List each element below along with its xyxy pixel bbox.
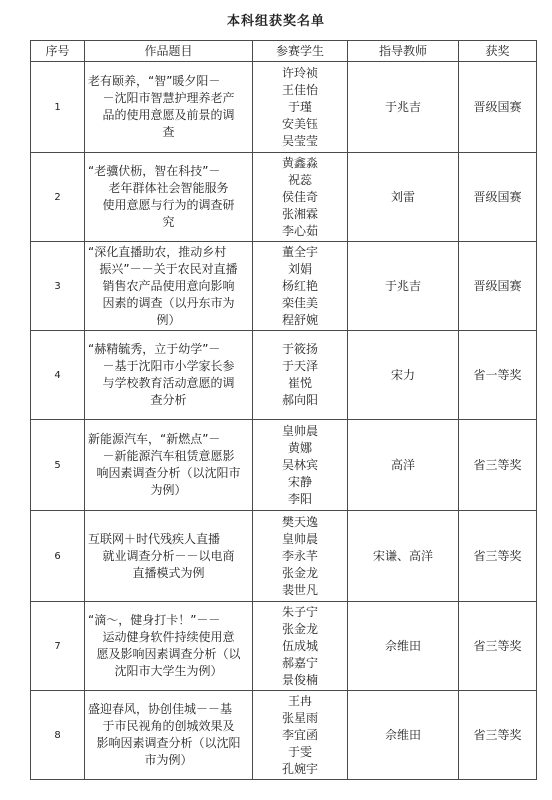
student-name: 宋静 bbox=[287, 474, 312, 489]
student-name: 张湘霖 bbox=[281, 206, 318, 221]
student-name: 吴林宾 bbox=[281, 457, 318, 472]
title-line: 究 bbox=[162, 215, 175, 229]
table-row bbox=[31, 511, 537, 602]
title-line: “赫精毓秀，立于幼学”－ bbox=[88, 342, 221, 356]
award-level: 晋级国赛 bbox=[459, 242, 537, 331]
student-name: 伍成城 bbox=[281, 638, 318, 653]
student-name: 于瑾 bbox=[287, 99, 312, 114]
student-list bbox=[253, 420, 348, 511]
title-line: 于市民视角的创城效果及 bbox=[102, 719, 235, 733]
teacher-name: 高洋 bbox=[348, 420, 459, 511]
title-line: 互联网＋时代残疾人直播 bbox=[88, 531, 221, 546]
title-line: 愿及影响因素调查分析（以 bbox=[96, 647, 241, 661]
title-line: 为例） bbox=[150, 483, 187, 497]
title-line: 查 bbox=[162, 125, 175, 139]
student-list bbox=[253, 331, 348, 420]
row-number: 3 bbox=[31, 242, 85, 331]
table-row bbox=[31, 242, 537, 331]
award-level: 省三等奖 bbox=[459, 691, 537, 780]
student-name: 张金龙 bbox=[281, 621, 318, 636]
project-title bbox=[85, 242, 253, 331]
project-title bbox=[85, 62, 253, 153]
award-table bbox=[30, 40, 537, 780]
title-line: 就业调查分析－－以电商 bbox=[102, 548, 235, 563]
student-name: 黄娜 bbox=[287, 440, 312, 455]
title-line: “滴～，健身打卡！”－－ bbox=[88, 613, 221, 627]
project-title bbox=[85, 691, 253, 780]
student-name: 董全宇 bbox=[281, 244, 318, 259]
award-level: 省三等奖 bbox=[459, 511, 537, 602]
student-name: 杨红艳 bbox=[281, 278, 318, 293]
title-line: 振兴”－－关于农民对直播 bbox=[99, 261, 238, 276]
student-name: 皇帅晨 bbox=[281, 531, 318, 546]
title-line: 沈阳市大学生为例） bbox=[114, 664, 223, 678]
student-list bbox=[253, 691, 348, 780]
row-number: 6 bbox=[31, 511, 85, 602]
title-line: 盛迎春风，协创佳城－－基 bbox=[88, 702, 233, 716]
student-name: 安美钰 bbox=[281, 116, 318, 131]
student-name: 孔婉宇 bbox=[281, 761, 318, 776]
title-line: 直播模式为例 bbox=[132, 565, 205, 580]
award-level: 省一等奖 bbox=[459, 331, 537, 420]
award-level: 晋级国赛 bbox=[459, 153, 537, 242]
student-name: 于天泽 bbox=[281, 359, 318, 373]
student-list bbox=[253, 153, 348, 242]
student-name: 于筱扬 bbox=[281, 342, 318, 356]
header-no: 序号 bbox=[31, 41, 85, 62]
student-name: 樊天逸 bbox=[281, 514, 318, 529]
award-level: 晋级国赛 bbox=[459, 62, 537, 153]
project-title bbox=[85, 420, 253, 511]
award-level: 省三等奖 bbox=[459, 420, 537, 511]
table-row bbox=[31, 420, 537, 511]
title-line: 查分析 bbox=[150, 393, 187, 407]
student-name: 皇帅晨 bbox=[281, 423, 318, 438]
teacher-name: 刘雷 bbox=[348, 153, 459, 242]
header-students: 参赛学生 bbox=[253, 41, 348, 62]
title-line: －沈阳市智慧护理养老产 bbox=[102, 91, 235, 105]
title-line: 例） bbox=[156, 312, 181, 327]
title-line: 影响因素调查分析（以沈阳 bbox=[96, 736, 241, 750]
student-name: 李阳 bbox=[287, 491, 312, 506]
award-level: 省三等奖 bbox=[459, 602, 537, 691]
row-number: 1 bbox=[31, 62, 85, 153]
student-name: 郝嘉宁 bbox=[281, 655, 318, 670]
title-line: 品的使用意愿及前景的调 bbox=[102, 108, 235, 122]
student-name: 郝向阳 bbox=[281, 393, 318, 407]
student-name: 于雯 bbox=[287, 744, 312, 759]
row-number: 7 bbox=[31, 602, 85, 691]
student-name: 刘娟 bbox=[287, 261, 312, 276]
student-name: 王冉 bbox=[287, 693, 312, 708]
student-name: 张星雨 bbox=[281, 710, 318, 725]
row-number: 8 bbox=[31, 691, 85, 780]
student-name: 李心茹 bbox=[281, 223, 318, 238]
student-name: 李宜函 bbox=[281, 727, 318, 742]
student-name: 栾佳美 bbox=[281, 295, 318, 310]
title-line: 与学校教育活动意愿的调 bbox=[102, 376, 235, 390]
project-title bbox=[85, 602, 253, 691]
teacher-name: 佘维田 bbox=[348, 691, 459, 780]
student-name: 张金龙 bbox=[281, 565, 318, 580]
title-line: “深化直播助农，推动乡村 bbox=[88, 244, 227, 259]
title-line: 新能源汽车，“新燃点”－ bbox=[88, 432, 221, 446]
table-row bbox=[31, 153, 537, 242]
title-line: 因素的调查（以丹东市为 bbox=[102, 295, 235, 310]
row-number: 2 bbox=[31, 153, 85, 242]
student-name: 景俊楠 bbox=[281, 672, 318, 687]
title-line: 老年群体社会智能服务 bbox=[108, 181, 229, 195]
header-title: 作品题目 bbox=[85, 41, 253, 62]
teacher-name: 宋谦、高洋 bbox=[348, 511, 459, 602]
teacher-name: 宋力 bbox=[348, 331, 459, 420]
student-name: 侯佳奇 bbox=[281, 189, 318, 204]
title-line: 老有颐养，“智”暖夕阳－ bbox=[88, 74, 221, 88]
title-line: 使用意愿与行为的调查研 bbox=[102, 198, 235, 212]
header-teacher: 指导教师 bbox=[348, 41, 459, 62]
header-award: 获奖 bbox=[459, 41, 537, 62]
student-name: 祝蕊 bbox=[287, 172, 312, 187]
title-line: －新能源汽车租赁意愿影 bbox=[102, 449, 235, 463]
teacher-name: 于兆吉 bbox=[348, 242, 459, 331]
teacher-name: 佘维田 bbox=[348, 602, 459, 691]
table-row bbox=[31, 691, 537, 780]
project-title bbox=[85, 331, 253, 420]
project-title bbox=[85, 511, 253, 602]
row-number: 5 bbox=[31, 420, 85, 511]
student-name: 王佳怡 bbox=[281, 82, 318, 97]
student-name: 崔悦 bbox=[287, 376, 312, 390]
student-name: 李永芊 bbox=[281, 548, 318, 563]
title-line: 运动健身软件持续使用意 bbox=[102, 630, 235, 644]
row-number: 4 bbox=[31, 331, 85, 420]
title-line: 市为例） bbox=[144, 753, 193, 767]
project-title bbox=[85, 153, 253, 242]
table-header-row bbox=[31, 41, 537, 62]
student-name: 裴世凡 bbox=[281, 582, 318, 597]
student-name: 吴莹莹 bbox=[281, 133, 318, 148]
title-line: “老骥伏枥，智在科技”－ bbox=[88, 164, 221, 178]
student-name: 朱子宁 bbox=[281, 604, 318, 619]
table-row bbox=[31, 62, 537, 153]
teacher-name: 于兆吉 bbox=[348, 62, 459, 153]
student-list bbox=[253, 602, 348, 691]
table-row bbox=[31, 331, 537, 420]
page-title: 本科组获奖名单 bbox=[226, 14, 325, 29]
student-list bbox=[253, 62, 348, 153]
student-name: 黄鑫淼 bbox=[281, 155, 318, 170]
title-line: 响因素调查分析（以沈阳市 bbox=[96, 466, 241, 480]
student-name: 程舒婉 bbox=[281, 312, 318, 327]
student-name: 许玲祯 bbox=[281, 65, 318, 80]
student-list bbox=[253, 242, 348, 331]
title-line: －基于沈阳市小学家长参 bbox=[102, 359, 235, 373]
table-row bbox=[31, 602, 537, 691]
student-list bbox=[253, 511, 348, 602]
title-line: 销售农产品使用意向影响 bbox=[102, 278, 235, 293]
